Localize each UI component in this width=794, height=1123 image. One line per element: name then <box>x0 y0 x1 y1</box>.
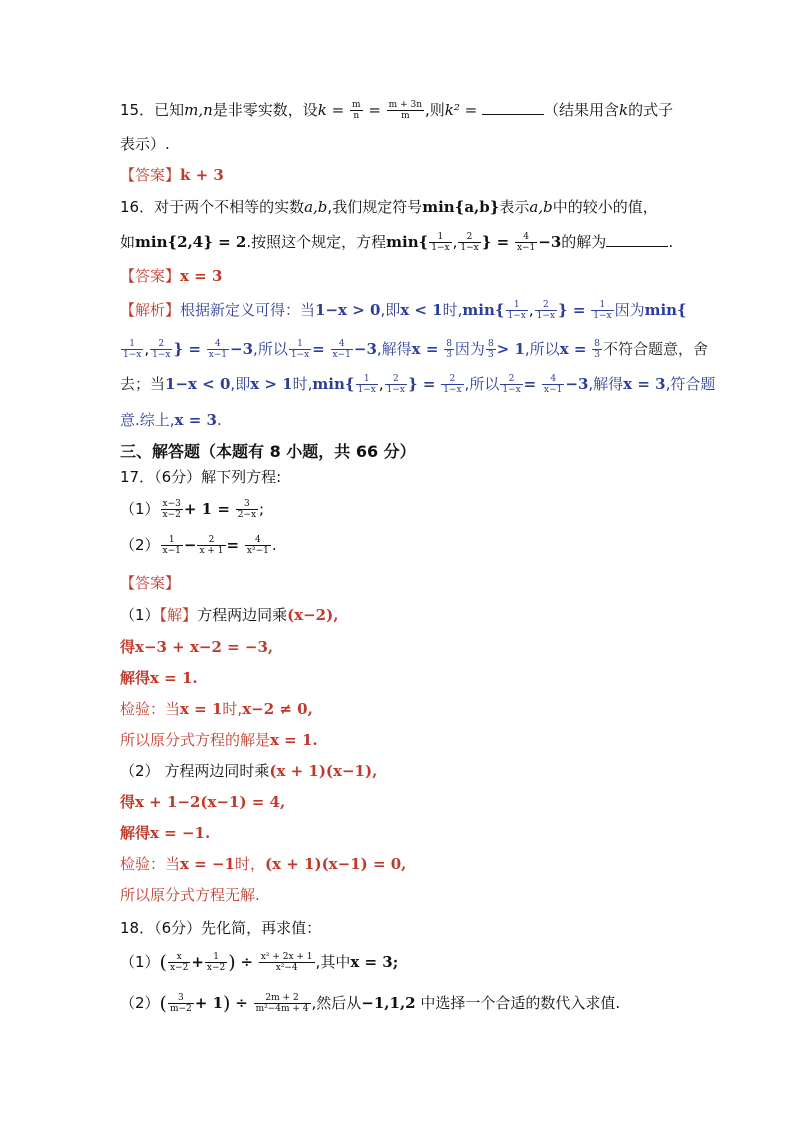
q18-part-2: （2）( $\frac{3}{m-2}$ + 1) ÷ $\frac{2m + 2}{\text{m²−4m + 4}}$ ,然后从−1,1,2 中选择一个合适的数代入求值. <box>120 992 621 1015</box>
q17-solution-2-line-3: 解得x = −1. <box>120 824 211 842</box>
q17-solution-2-line-2: 得x + 1−2(x−1) = 4, <box>120 793 286 811</box>
q17-solution-1-line-3: 解得x = 1. <box>120 669 198 687</box>
answer-blank <box>482 100 544 115</box>
fraction: $\frac{m}{n}$ <box>351 100 361 121</box>
answer-blank <box>606 232 668 247</box>
q16-analysis-line-2: $\frac{1}{1-x}$ , $\frac{2}{1-x}$ } = $\frac{4}{x-1}$ −3,所以 $\frac{1}{1-x}$ = $\frac{4}{x-1}$ −3,解得x = $\frac{8}{3}$ 因为 $\frac{8}{3}$ > 1,所以x = $\frac{8}{3}$ 不符合题意，舍 <box>123 339 708 360</box>
q15-line-2: 表示）. <box>120 135 170 153</box>
fraction: $\frac{m + 3n}{m}$ <box>388 100 422 121</box>
q16-analysis-line-1: 【解析】根据新定义可得：当1−x > 0,即x < 1时,min{ $\frac{1}{1-x}$ , $\frac{2}{1-x}$ } = $\frac{1}{1-x}$ 因为min{ <box>120 300 687 321</box>
q16-analysis-line-4: 意.综上,x = 3. <box>120 411 222 429</box>
q17-solution-1-line-4: 检验：当x = 1时,x−2 ≠ 0, <box>120 700 313 718</box>
q17-title: 17．（6分）解下列方程: <box>120 468 282 486</box>
q17-solution-2-line-5: 所以原分式方程无解. <box>120 886 260 904</box>
q18-part-1: （1）( $\frac{x}{x-2}$ + $\frac{1}{x-2}$ ) ÷ $\frac{\text{x² + 2x + 1}}{\text{x²−4}}$ ,其中x = 3; <box>120 951 399 974</box>
q15-line-1: 15．已知m,n是非零实数，设k = $\frac{m}{n}$ = $\frac{m + 3n}{m}$ ,则k² = （结果用含k的式子 <box>120 100 674 121</box>
q16-line-2: 如min{2,4} = 2.按照这个规定，方程min{ $\frac{1}{1-x}$ , $\frac{2}{1-x}$ } = $\frac{4}{x-1}$ −3的解为 . <box>120 232 674 253</box>
q17-solution-2-line-1: （2） 方程两边同时乘(x + 1)(x−1), <box>120 762 378 780</box>
q17-solution-1-line-5: 所以原分式方程的解是x = 1. <box>120 731 318 749</box>
q17-part-2: （2） $\frac{1}{x-1}$ − $\frac{2}{x + 1}$ = $\frac{4}{\text{x²−1}}$ . <box>120 535 277 556</box>
section-heading: 三、解答题（本题有 8 小题，共 66 分） <box>120 442 416 461</box>
q18-title: 18．（6分）先化简，再求值： <box>120 919 322 937</box>
q17-solution-1-line-2: 得x−3 + x−2 = −3, <box>120 638 274 656</box>
q17-solution-1-line-1: （1）【解】方程两边同乘(x−2), <box>120 606 339 624</box>
q15-answer: 【答案】k + 3 <box>120 166 224 184</box>
q16-analysis-line-3: 去；当1−x < 0,即x > 1时,min{ $\frac{1}{1-x}$ , $\frac{2}{1-x}$ } = $\frac{2}{1-x}$ ,所以 $\frac{2}{1-x}$ = $\frac{4}{x-1}$ −3,解得x = 3,符合题 <box>120 374 716 395</box>
q17-solution-2-line-4: 检验：当x = −1时，(x + 1)(x−1) = 0, <box>120 855 407 873</box>
q17-part-1: （1） $\frac{x-3}{x-2}$ + 1 = $\frac{3}{2-x}$ ; <box>120 499 265 520</box>
q16-line-1: 16．对于两个不相等的实数a,b,我们规定符号min{a,b}表示a,b中的较小的值， <box>120 198 658 216</box>
q16-answer: 【答案】x = 3 <box>120 267 223 285</box>
q17-answer-tag: 【答案】 <box>120 574 181 592</box>
